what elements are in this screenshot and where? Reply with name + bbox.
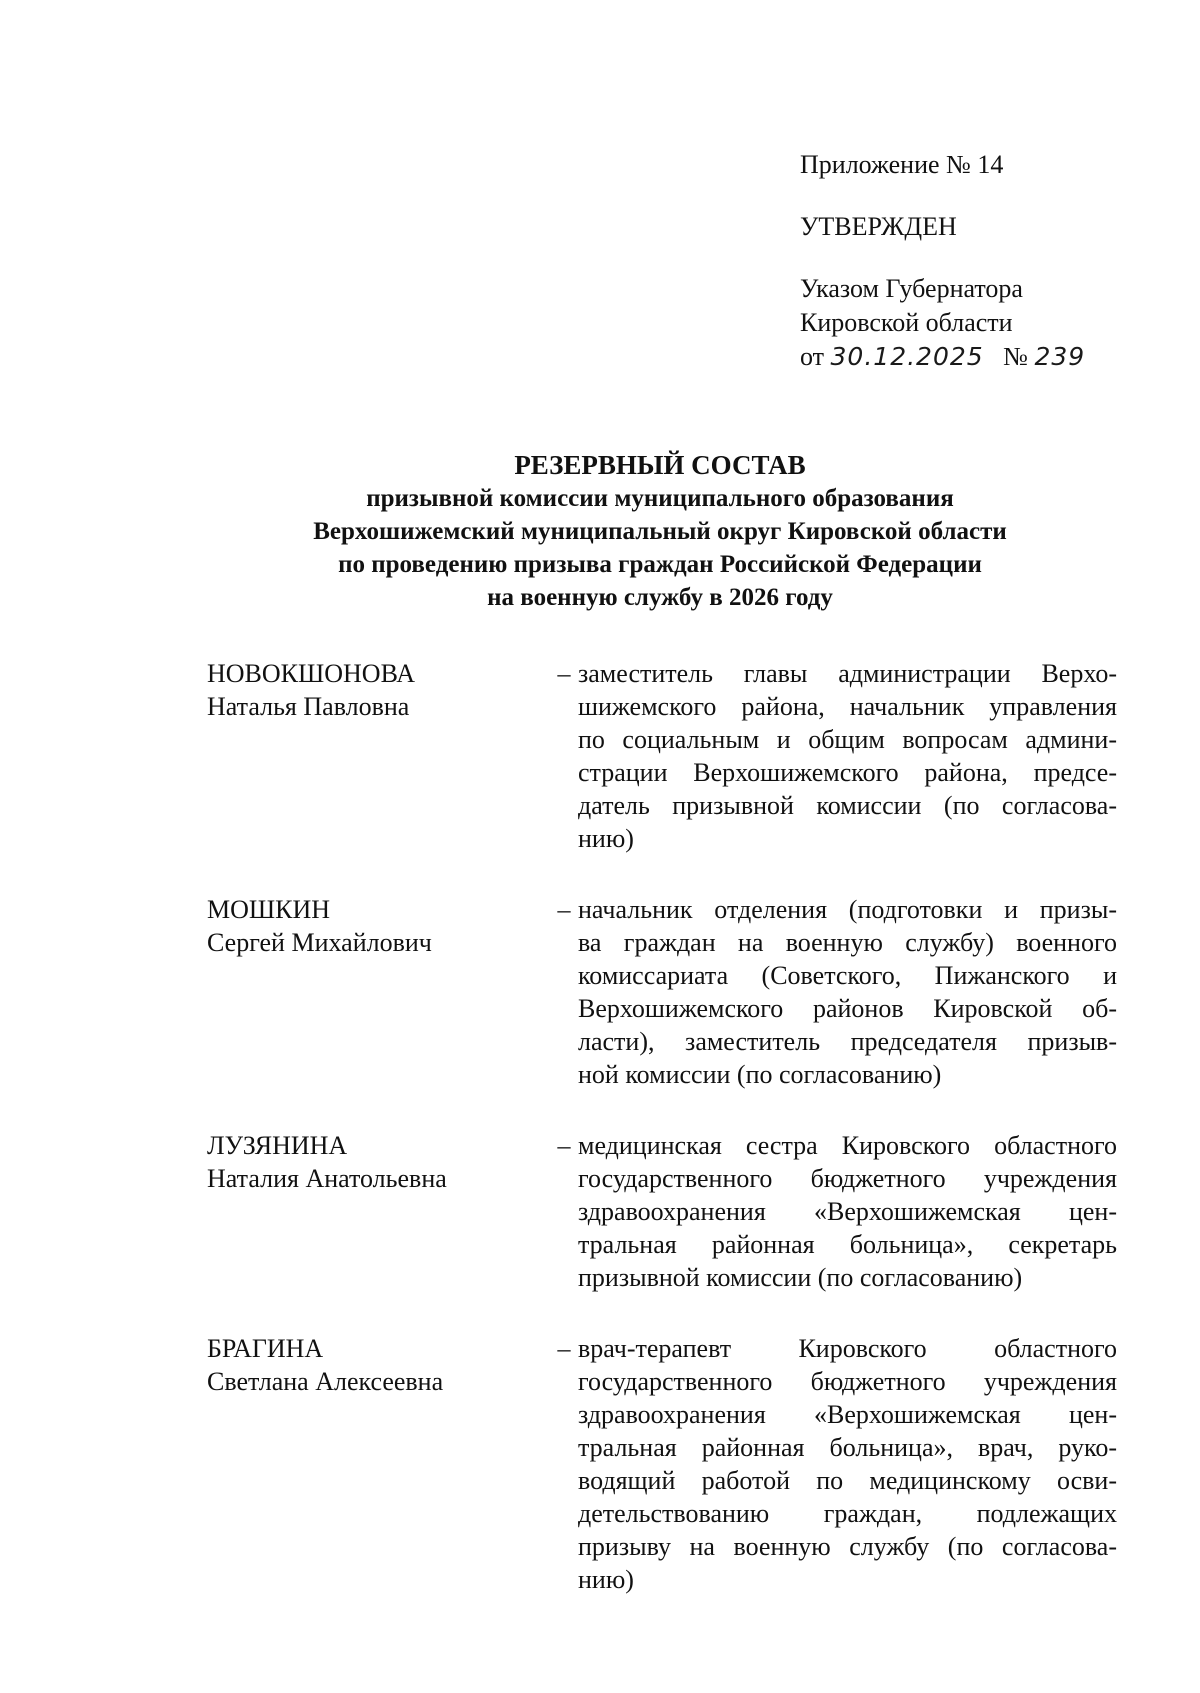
title-line-2: Верхошижемский муниципальный округ Кировской области xyxy=(313,518,1007,545)
description-line: здравоохранения «Верхошижемская цен- xyxy=(578,1197,1117,1226)
member-surname: МОШКИН xyxy=(207,895,331,924)
member-entry xyxy=(207,1129,1117,1294)
member-list xyxy=(207,657,1117,1596)
description-line: ласти), заместитель председателя призыв- xyxy=(578,1027,1117,1056)
member-surname: БРАГИНА xyxy=(207,1334,324,1363)
member-entry xyxy=(207,657,1117,855)
description-line: по социальным и общим вопросам админи- xyxy=(578,725,1117,754)
member-description xyxy=(578,893,1117,1091)
decree-line-2: Кировской области xyxy=(800,308,1013,337)
description-line: врач-терапевт Кировского областного xyxy=(578,1334,1117,1363)
member-entry xyxy=(207,893,1117,1091)
description-line: начальник отделения (подготовки и призы- xyxy=(578,895,1117,924)
document-title xyxy=(190,448,1130,614)
title-main: РЕЗЕРВНЫЙ СОСТАВ xyxy=(514,450,806,480)
member-entry xyxy=(207,1332,1117,1596)
member-name xyxy=(207,1129,550,1294)
description-line: государственного бюджетного учреждения xyxy=(578,1164,1117,1193)
description-line: медицинская сестра Кировского областного xyxy=(578,1131,1117,1160)
decree-line-1: Указом Губернатора xyxy=(800,274,1023,303)
description-line: ной комиссии (по согласованию) xyxy=(578,1060,942,1089)
description-line: призывной комиссии (по согласованию) xyxy=(578,1263,1023,1292)
member-given-names: Светлана Алексеевна xyxy=(207,1367,444,1396)
description-line: призыву на военную службу (по согласова- xyxy=(578,1532,1117,1561)
date-prefix: от xyxy=(800,342,825,371)
description-line: комиссариата (Советского, Пижанского и xyxy=(578,961,1117,990)
member-dash: – xyxy=(557,659,571,688)
description-line: государственного бюджетного учреждения xyxy=(578,1367,1117,1396)
approval-header xyxy=(800,148,1170,374)
description-line: датель призывной комиссии (по согласова- xyxy=(578,791,1117,820)
member-dash: – xyxy=(557,1131,571,1160)
description-line: тральная районная больница», врач, руко- xyxy=(578,1433,1117,1462)
decree-date-number xyxy=(800,340,1170,374)
description-line: Верхошижемского районов Кировской об- xyxy=(578,994,1117,1023)
description-line: нию) xyxy=(578,1565,634,1594)
title-line-4: на военную службу в 2026 году xyxy=(487,584,833,611)
handwritten-number: 239 xyxy=(1034,342,1086,371)
handwritten-date: 30.12.2025 xyxy=(830,342,984,371)
description-line: водящий работой по медицинскому осви- xyxy=(578,1466,1117,1495)
title-line-1: призывной комиссии муниципального образования xyxy=(366,485,954,512)
member-description xyxy=(578,1332,1117,1596)
number-prefix: № xyxy=(1003,342,1028,371)
member-dash: – xyxy=(557,1334,571,1363)
member-given-names: Сергей Михайлович xyxy=(207,928,432,957)
title-line-3: по проведению призыва граждан Российской Федерации xyxy=(338,551,982,578)
description-line: здравоохранения «Верхошижемская цен- xyxy=(578,1400,1117,1429)
member-surname: НОВОКШОНОВА xyxy=(207,659,416,688)
member-description xyxy=(578,657,1117,855)
description-line: нию) xyxy=(578,824,634,853)
description-line: заместитель главы администрации Верхо- xyxy=(578,659,1117,688)
member-given-names: Наталья Павловна xyxy=(207,692,410,721)
member-dash: – xyxy=(557,895,571,924)
description-line: детельствованию граждан, подлежащих xyxy=(578,1499,1117,1528)
member-description xyxy=(578,1129,1117,1294)
description-line: шижемского района, начальник управления xyxy=(578,692,1117,721)
description-line: тральная районная больница», секретарь xyxy=(578,1230,1117,1259)
member-name xyxy=(207,893,550,1091)
member-name xyxy=(207,657,550,855)
member-surname: ЛУЗЯНИНА xyxy=(207,1131,348,1160)
description-line: ва граждан на военную службу) военного xyxy=(578,928,1117,957)
description-line: страции Верхошижемского района, предсе- xyxy=(578,758,1117,787)
approved-stamp-text: УТВЕРЖДЕН xyxy=(800,212,957,241)
member-name xyxy=(207,1332,550,1596)
appendix-number: Приложение № 14 xyxy=(800,150,1004,179)
member-given-names: Наталия Анатольевна xyxy=(207,1164,447,1193)
